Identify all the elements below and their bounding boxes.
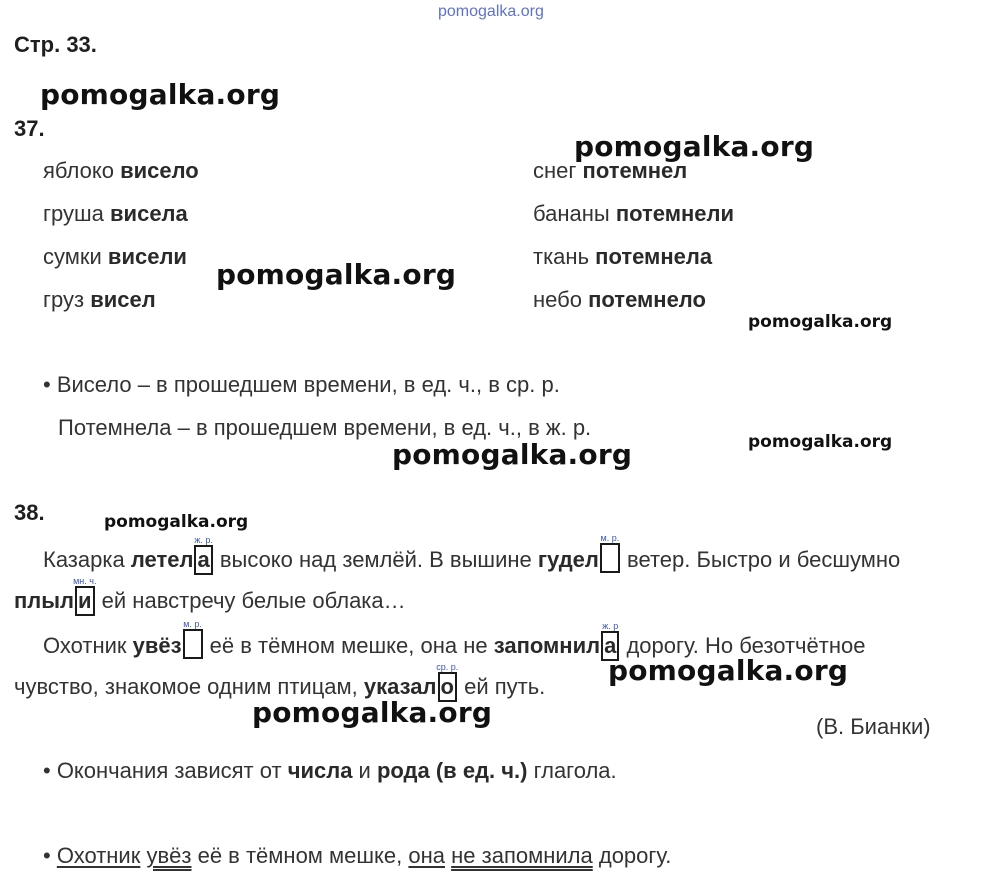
text-line: плыл мн. ч. и ей навстречу белые облака… — [14, 586, 406, 616]
watermark: pomogalka.org — [574, 130, 815, 163]
exercise-number: 37. — [14, 116, 45, 141]
verb-gudel: гудел м. р. — [538, 547, 621, 572]
watermark: pomogalka.org — [748, 432, 893, 452]
gender-tag: ср. р. — [436, 662, 459, 672]
verb-letela: летел ж. р. а — [131, 547, 214, 572]
gender-tag: ж. р — [602, 621, 619, 631]
ending-box: ж. р. а — [194, 545, 212, 575]
word-pair: сумки висели — [43, 244, 187, 269]
watermark: pomogalka.org — [252, 696, 493, 729]
watermark: pomogalka.org — [216, 258, 457, 291]
watermark: pomogalka.org — [608, 654, 849, 687]
ending-box: ср. р. о — [438, 672, 457, 702]
conclusion-line: • Окончания зависят от числа и рода (в ед. ч.) глагола. — [43, 758, 617, 783]
watermark: pomogalka.org — [104, 512, 249, 532]
watermark: pomogalka.org — [748, 312, 893, 332]
gender-tag: м. р. — [183, 619, 202, 629]
verb-plyli: плыл мн. ч. и — [14, 588, 96, 613]
word-pair: яблоко висело — [43, 158, 199, 183]
word-pair: груз висел — [43, 287, 156, 312]
verb-ukazalo: указал ср. р. о — [364, 674, 458, 699]
exercise-number: 38. — [14, 500, 45, 525]
subject: она — [408, 843, 446, 868]
ending-box — [183, 619, 203, 659]
page-label: Стр. 33. — [14, 32, 97, 57]
parsed-sentence: • Охотник увёз её в тёмном мешке, она не запомнила дорогу. — [43, 843, 672, 868]
gender-tag: ж. р. — [194, 535, 213, 545]
watermark-top: pomogalka.org — [438, 3, 544, 20]
word-pair: бананы потемнели — [533, 201, 735, 226]
ending-box: мн. ч. и — [75, 586, 95, 616]
word-pair: небо потемнело — [533, 287, 706, 312]
text-line: чувство, знакомое одним птицам, указал ср. р. о ей путь. — [14, 672, 545, 702]
word-pair: ткань потемнела — [533, 244, 713, 269]
note-line: • Висело – в прошедшем времени, в ед. ч., в ср. р. — [43, 372, 560, 397]
text-line: Охотник увёз м. р. её в тёмном мешке, она не запомнил ж. р а дорогу. Но безотчётное — [43, 629, 865, 661]
verb-zapomnila: запомнил ж. р а — [494, 633, 621, 658]
predicate: не запомнила — [451, 843, 593, 868]
word-pair: груша висела — [43, 201, 188, 226]
note-line: Потемнела – в прошедшем времени, в ед. ч., в ж. р. — [58, 415, 592, 440]
watermark: pomogalka.org — [392, 438, 633, 471]
word-pair: снег потемнел — [533, 158, 688, 183]
watermark: pomogalka.org — [40, 78, 281, 111]
subject: Охотник — [56, 843, 141, 868]
text-line: Казарка летел ж. р. а высоко над землёй. В вышине гудел м. р. ветер. Быстро и бесшумно — [43, 543, 900, 575]
ending-box — [600, 533, 620, 573]
gender-tag: м. р. — [600, 533, 620, 543]
author-credit: (В. Бианки) — [816, 714, 931, 739]
number-tag: мн. ч. — [73, 576, 97, 586]
verb-uvez: увёз м. р. — [133, 633, 204, 658]
predicate: увёз — [146, 843, 192, 868]
ending-box: ж. р а — [601, 631, 619, 661]
